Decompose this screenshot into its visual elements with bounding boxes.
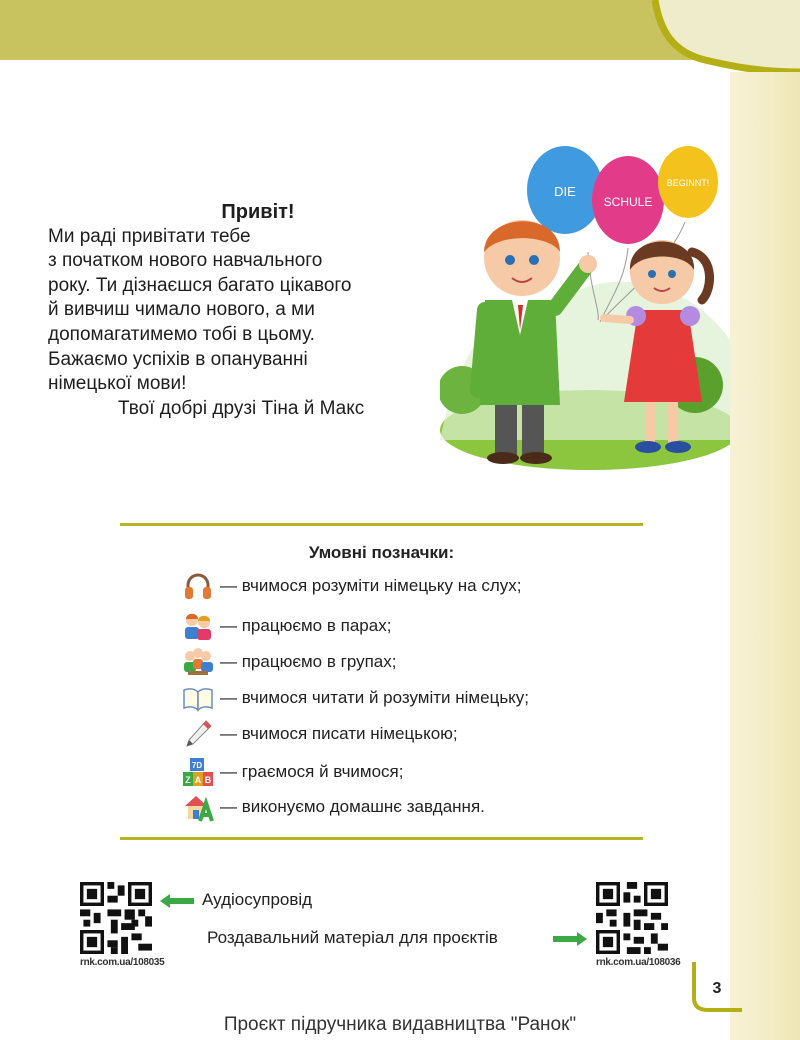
greeting-block bbox=[48, 200, 418, 421]
divider-top bbox=[120, 523, 643, 526]
balloon-text-beginnt: BEGINNT! bbox=[666, 178, 710, 188]
qr-label-audio: Аудіосупровід bbox=[202, 890, 313, 909]
legend-text: — працюємо в парах; bbox=[220, 616, 392, 635]
greeting-line: Ми раді привітати тебе bbox=[48, 225, 251, 247]
divider-bottom bbox=[120, 837, 643, 840]
legend-item-groups bbox=[182, 644, 396, 680]
greeting-line: Бажаємо успіхів в опануванні bbox=[48, 348, 308, 370]
arrow-right-icon bbox=[553, 932, 587, 946]
side-strip bbox=[730, 72, 800, 1040]
greeting-line: й вивчиш чимало нового, а ми bbox=[48, 299, 315, 321]
header-band bbox=[0, 0, 800, 120]
legend-text: — вчимося розуміти німецьку на слух; bbox=[220, 576, 522, 595]
pair-work-icon bbox=[182, 610, 214, 642]
qr-url-handouts[interactable]: rnk.com.ua/108036 bbox=[596, 957, 681, 968]
balloon-pink bbox=[592, 156, 664, 244]
block-letter: Z bbox=[185, 775, 191, 785]
legend-item-pairs bbox=[182, 608, 391, 644]
block-letter: 7D bbox=[191, 761, 203, 770]
pencil-icon bbox=[182, 718, 214, 750]
arrow-left-icon bbox=[160, 894, 194, 908]
page-number: 3 bbox=[712, 980, 722, 997]
legend-title: Умовні позначки: bbox=[308, 543, 455, 562]
legend-text: — граємося й вчимося; bbox=[220, 762, 404, 781]
greeting-signature: Твої добрі друзі Тіна й Макс bbox=[118, 397, 365, 419]
block-letter: A bbox=[194, 775, 202, 785]
balloon-yellow bbox=[658, 146, 718, 218]
balloon-text-die: DIE bbox=[554, 184, 576, 199]
greeting-line: допомагатимемо тобі в цьому. bbox=[48, 323, 315, 345]
greeting-line: німецької мови! bbox=[48, 373, 187, 395]
qr-label-handouts: Роздавальний матеріал для проєктів bbox=[207, 928, 498, 947]
block-letter: B bbox=[204, 775, 212, 785]
blocks-icon bbox=[182, 756, 214, 788]
qr-url-audio[interactable]: rnk.com.ua/108035 bbox=[80, 957, 165, 968]
legend-item-listening bbox=[182, 568, 521, 604]
group-work-icon bbox=[182, 646, 214, 678]
legend-item-writing bbox=[182, 716, 458, 752]
legend-text: — вчимося читати й розуміти німецьку; bbox=[220, 688, 530, 707]
legend-text: — виконуємо домашнє завдання. bbox=[220, 797, 485, 816]
balloon-blue bbox=[527, 146, 603, 234]
kids-balloons-illustration bbox=[440, 140, 730, 475]
legend-item-games bbox=[182, 754, 404, 790]
legend-text: — вчимося писати німецькою; bbox=[220, 724, 458, 743]
legend-item-reading bbox=[182, 680, 529, 716]
greeting-title: Привіт! bbox=[221, 201, 295, 223]
headphones-icon bbox=[182, 570, 214, 602]
legend-item-homework bbox=[182, 789, 485, 825]
legend-text: — працюємо в групах; bbox=[220, 652, 397, 671]
greeting-line: року. Ти дізнаєшся багато цікавого bbox=[48, 274, 352, 296]
balloon-text-schule: SCHULE bbox=[603, 195, 653, 209]
qr-code-handouts[interactable] bbox=[596, 882, 668, 954]
footer-text: Проєкт підручника видавництва "Ранок" bbox=[223, 1014, 577, 1035]
homework-house-icon bbox=[182, 791, 214, 823]
qr-code-audio[interactable] bbox=[80, 882, 152, 954]
greeting-line: з початком нового навчального bbox=[48, 250, 323, 272]
open-book-icon bbox=[182, 682, 214, 714]
